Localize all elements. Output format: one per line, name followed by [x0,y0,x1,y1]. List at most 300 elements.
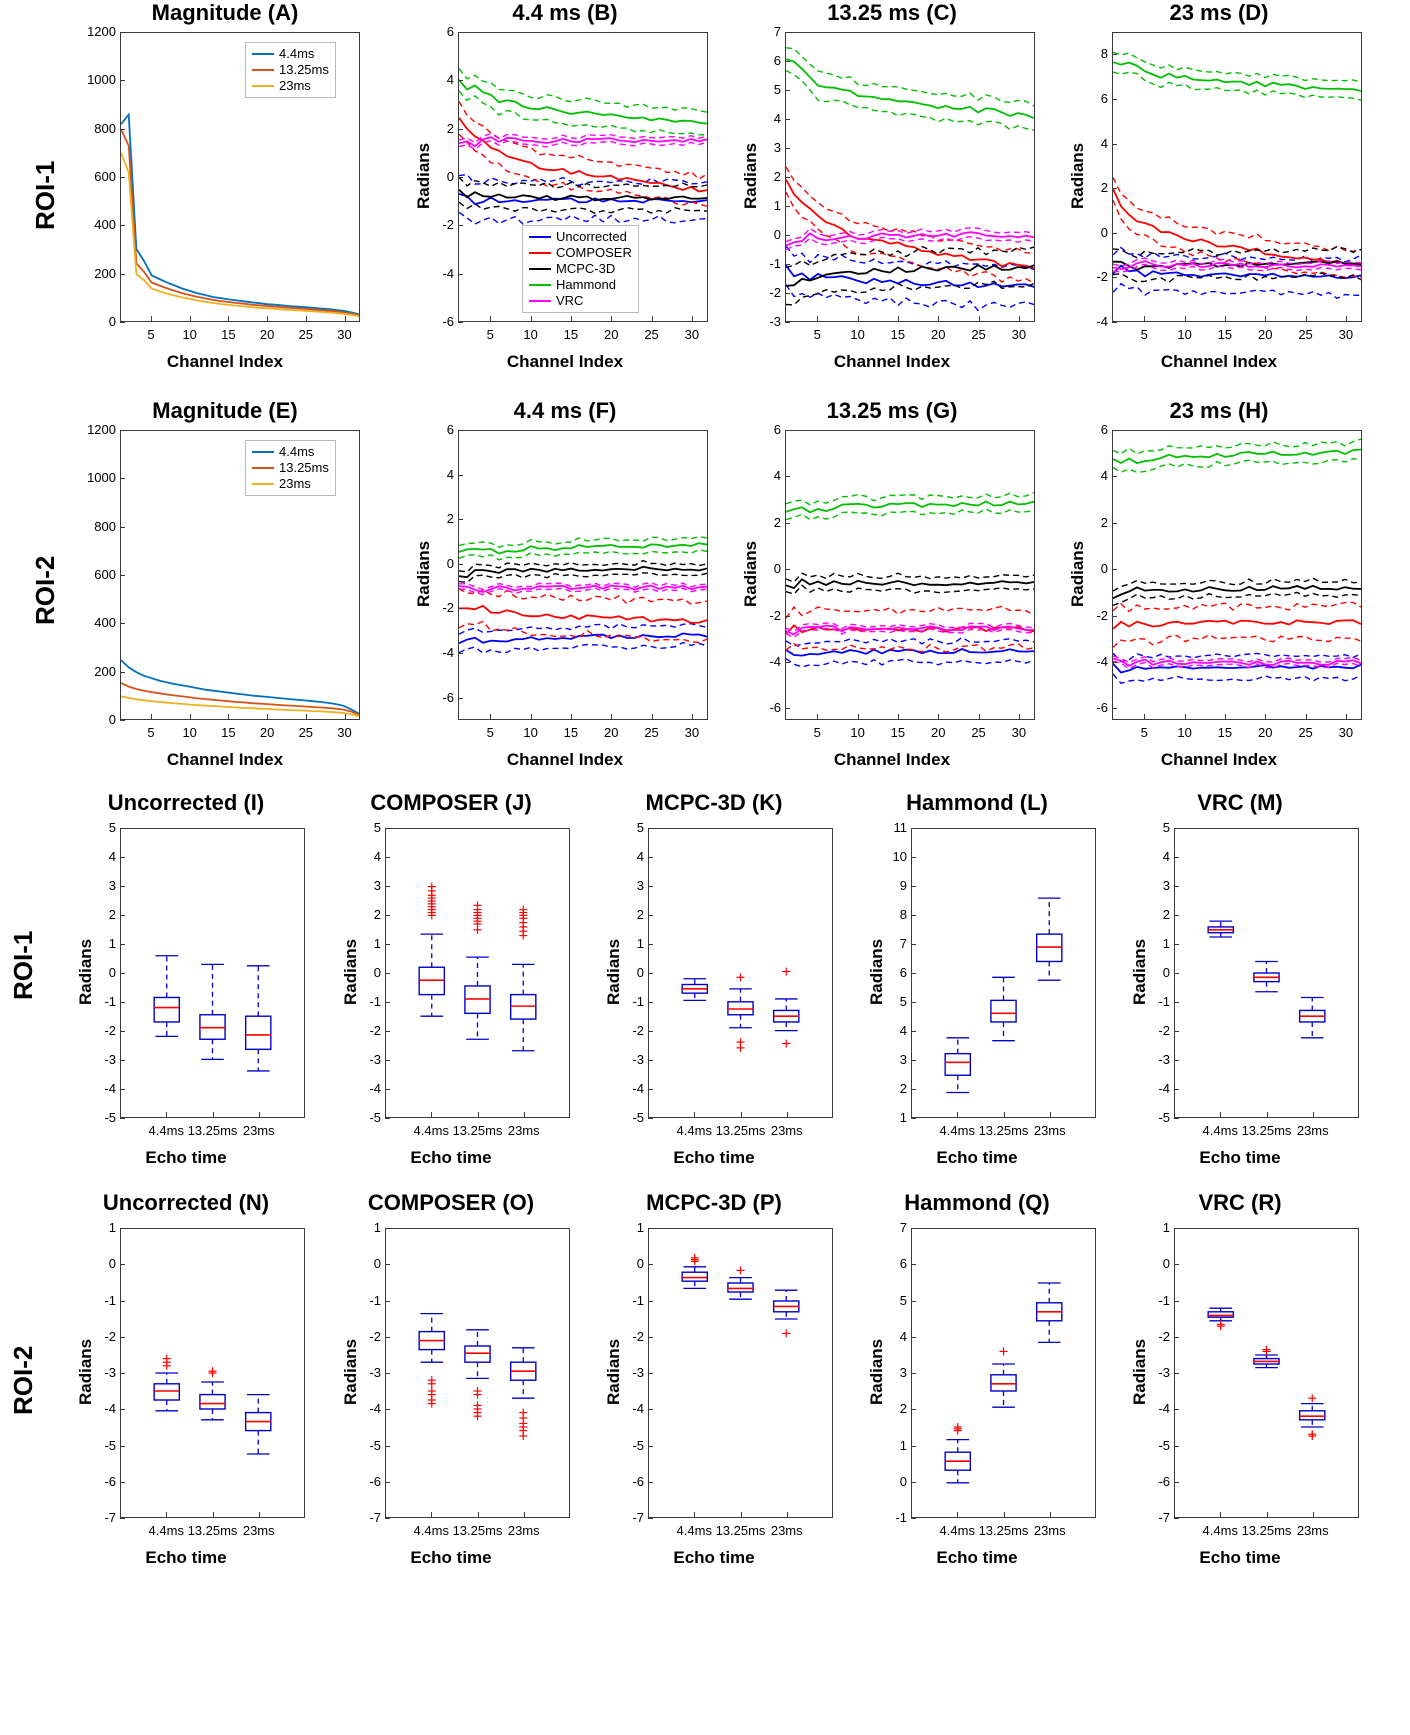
legend-item[interactable] [529,229,632,245]
x-axis-label: Echo time [1199,1548,1281,1567]
legend-methods[interactable] [522,225,639,313]
y-tick-mark [120,274,125,275]
x-tick-mark [692,714,693,719]
x-tick-label: 4.4ms [1202,1123,1238,1138]
box-iqr [682,1272,707,1281]
y-tick-mark [1174,886,1179,887]
legend-item[interactable] [252,46,329,62]
y-axis-label: Radians [741,540,760,607]
y-tick-label: 4 [1100,468,1108,484]
y-tick-label: -6 [442,689,454,705]
x-tick-label: 13.25ms [452,1123,503,1138]
y-tick-mark [1174,1002,1179,1003]
x-tick-label: 13.25ms [715,1123,766,1138]
y-tick-label: -4 [1096,314,1108,329]
x-tick-label: 10 [850,327,865,342]
series-band-line [459,202,707,213]
y-tick-label: 2 [773,514,781,530]
y-tick-label: -2 [442,600,454,616]
panel-title: 13.25 ms (G) [826,398,958,423]
y-tick-mark [911,1518,916,1519]
plot-area [911,1228,1096,1518]
panel-title: Magnitude (E) [152,398,298,423]
y-tick-mark [648,1446,653,1447]
plot-area [785,430,1035,720]
x-tick-label: 20 [259,725,275,740]
x-tick-mark [979,316,980,321]
panel-f [400,398,730,768]
y-tick-label: -4 [369,1081,381,1096]
series-mean-line [459,543,707,553]
x-tick-mark [1004,1512,1005,1517]
x-tick-mark [431,1112,432,1117]
x-tick-mark [1225,714,1226,719]
x-tick-mark [858,316,859,321]
legend-label: VRC [556,293,584,308]
y-tick-mark [120,322,125,323]
legend-item[interactable] [252,460,329,476]
y-tick-mark [1112,430,1117,431]
x-tick-mark [1267,1512,1268,1517]
box-iqr [1208,1312,1233,1317]
y-axis-label: Radians [741,142,760,209]
plot-area [1112,430,1362,720]
y-tick-mark [120,720,125,721]
legend-label: 13.25ms [279,62,329,77]
legend-item[interactable] [252,78,329,94]
y-tick-mark [120,1518,125,1519]
y-tick-mark [911,1264,916,1265]
y-tick-label: -4 [369,1401,381,1417]
y-tick-mark [385,944,390,945]
x-tick-mark [478,1512,479,1517]
legend-color-swatch [529,236,551,238]
x-tick-label: 25 [971,327,986,342]
y-tick-label: -2 [369,1023,381,1038]
y-tick-label: -3 [632,1052,644,1067]
y-tick-mark [785,264,790,265]
y-tick-label: 5 [636,820,644,835]
y-tick-label: 4 [636,849,644,864]
legend-item[interactable] [252,476,329,492]
y-tick-label: -5 [632,1437,644,1453]
y-tick-label: -6 [769,700,781,716]
y-tick-label: 2 [636,907,644,922]
y-tick-mark [120,623,125,624]
y-tick-label: 4 [899,1023,907,1038]
y-tick-label: -1 [1158,1292,1170,1308]
y-tick-mark [911,1060,916,1061]
y-tick-mark [120,1482,125,1483]
x-tick-label: 10 [523,327,538,342]
x-axis-label: Echo time [145,1548,227,1567]
y-tick-mark [120,828,125,829]
y-tick-mark [120,1446,125,1447]
legend-color-swatch [252,451,274,453]
plot-area [648,828,833,1118]
x-tick-label: 10 [182,327,197,342]
x-tick-label: 5 [147,725,155,740]
panel-title: 4.4 ms (F) [513,398,617,423]
panel-title: 23 ms (D) [1169,0,1269,25]
plot-canvas [386,829,569,1117]
panel-b [400,0,730,370]
panel-a [60,0,390,370]
series-band-line [1113,273,1361,282]
x-tick-label: 23ms [242,1123,275,1138]
panel-title: 23 ms (H) [1169,398,1269,423]
x-tick-label: 13.25ms [187,1123,238,1138]
y-tick-label: 1 [636,1220,644,1235]
y-tick-label: -2 [369,1328,381,1344]
x-tick-label: 23ms [1296,1523,1329,1538]
x-tick-mark [345,714,346,719]
y-tick-mark [785,616,790,617]
x-tick-mark [1050,1112,1051,1117]
x-tick-label: 25 [644,725,659,740]
x-tick-mark [692,316,693,321]
y-tick-label: -5 [369,1110,381,1125]
x-axis-label: Echo time [936,1148,1018,1167]
y-tick-mark [785,662,790,663]
y-tick-mark [1112,523,1117,524]
legend-item[interactable] [529,261,632,277]
panel-q [846,1190,1108,1570]
panel-d [1054,0,1384,370]
x-tick-mark [1313,1512,1314,1517]
y-tick-mark [120,1228,125,1229]
y-tick-mark [120,1373,125,1374]
x-tick-label: 5 [813,327,821,342]
x-tick-mark [694,1512,695,1517]
y-tick-mark [785,235,790,236]
x-tick-mark [694,1112,695,1117]
legend-color-swatch [252,483,274,485]
series-band-line [786,585,1034,594]
y-tick-mark [1174,915,1179,916]
plot-area [648,1228,833,1518]
y-tick-mark [648,1002,653,1003]
box-iqr [728,1283,753,1292]
legend-label: 13.25ms [279,460,329,475]
plot-canvas [649,1229,832,1517]
y-tick-mark [785,476,790,477]
x-tick-mark [858,714,859,719]
x-tick-label: 25 [298,327,314,342]
x-tick-label: 5 [147,327,155,342]
y-tick-label: 1 [373,936,381,951]
legend-color-swatch [529,252,551,254]
y-tick-mark [785,206,790,207]
y-tick-mark [385,1518,390,1519]
y-tick-label: 7 [773,24,781,39]
y-tick-label: 0 [446,169,454,184]
x-tick-mark [259,1112,260,1117]
y-tick-label: 5 [1162,820,1170,835]
y-axis-label: Radians [341,938,360,1005]
y-tick-label: 3 [773,140,781,155]
plot-canvas [912,1229,1095,1517]
x-tick-mark [1225,316,1226,321]
y-tick-mark [385,915,390,916]
box-iqr [1300,1411,1325,1420]
x-tick-label: 23ms [770,1123,803,1138]
y-tick-mark [458,80,463,81]
legend-item[interactable] [529,293,632,309]
x-tick-label: 10 [523,725,538,740]
y-axis-label: Radians [604,1338,623,1405]
plot-canvas [1113,33,1361,321]
series-mean-line [121,696,359,716]
y-tick-label: 8 [899,907,907,922]
y-tick-mark [648,1089,653,1090]
series-mean-line [786,579,1034,588]
x-axis-label: Channel Index [166,750,284,769]
y-tick-label: -5 [369,1437,381,1453]
panel-title: Uncorrected (N) [102,1190,270,1215]
y-tick-mark [648,1482,653,1483]
x-tick-label: 23ms [507,1123,540,1138]
y-tick-mark [1112,662,1117,663]
x-tick-label: 13.25ms [187,1523,238,1538]
y-tick-label: 7 [899,936,907,951]
y-tick-mark [648,1337,653,1338]
x-tick-label: 10 [850,725,865,740]
x-tick-mark [938,316,939,321]
series-band-line [1113,178,1361,252]
x-tick-mark [979,714,980,719]
y-tick-label: 600 [94,169,116,184]
x-tick-label: 5 [1140,327,1148,342]
x-tick-label: 20 [259,327,275,342]
legend-label: Hammond [556,277,616,292]
y-tick-label: 1 [373,1220,381,1235]
x-tick-mark [1019,714,1020,719]
y-tick-mark [1174,1409,1179,1410]
y-tick-mark [648,1031,653,1032]
y-tick-mark [458,608,463,609]
x-tick-label: 20 [930,327,946,342]
x-tick-label: 13.25ms [978,1523,1029,1538]
y-tick-mark [911,1089,916,1090]
panel-title: VRC (R) [1198,1190,1282,1215]
y-axis-label: Radians [1068,540,1087,607]
y-tick-label: -1 [632,994,644,1009]
x-tick-label: 4.4ms [676,1123,712,1138]
legend-item[interactable] [252,444,329,460]
series-mean-line [459,606,707,623]
x-tick-mark [213,1112,214,1117]
y-tick-mark [120,1060,125,1061]
x-tick-mark [431,1512,432,1517]
y-tick-mark [911,886,916,887]
panel-title: VRC (M) [1197,790,1283,815]
x-tick-label: 23ms [1033,1523,1066,1538]
y-tick-mark [458,653,463,654]
legend-echo-times[interactable] [245,42,336,98]
plot-area [785,32,1035,322]
x-tick-mark [652,714,653,719]
y-tick-label: -5 [1158,1110,1170,1125]
y-tick-label: 2 [773,169,781,184]
panel-title: MCPC-3D (K) [645,790,783,815]
y-tick-label: -4 [1158,1401,1170,1417]
panel-r [1109,1190,1371,1570]
y-tick-mark [120,129,125,130]
y-tick-label: -1 [769,256,781,271]
y-tick-label: -7 [369,1510,381,1525]
y-tick-mark [385,1118,390,1119]
y-tick-label: 2 [899,1401,907,1417]
x-axis-label: Echo time [673,1148,755,1167]
y-tick-label: 4 [373,849,381,864]
panel-g [727,398,1057,768]
y-tick-mark [1174,1031,1179,1032]
series-band-line [786,606,1034,618]
y-tick-mark [120,575,125,576]
y-tick-mark [458,430,463,431]
y-tick-mark [911,1301,916,1302]
y-tick-mark [1174,1118,1179,1119]
y-tick-mark [385,828,390,829]
legend-color-swatch [529,268,551,270]
y-tick-mark [458,177,463,178]
y-tick-mark [785,61,790,62]
series-band-line [1113,592,1361,605]
y-tick-label: -6 [1096,700,1108,716]
legend-echo-times[interactable] [245,440,336,496]
x-tick-mark [228,714,229,719]
y-tick-mark [1174,944,1179,945]
plot-canvas [649,829,832,1117]
x-tick-label: 20 [603,327,619,342]
x-tick-mark [213,1512,214,1517]
y-tick-mark [120,1301,125,1302]
y-tick-mark [911,1031,916,1032]
y-tick-label: 10 [892,849,907,864]
y-tick-mark [120,478,125,479]
x-tick-mark [571,714,572,719]
y-tick-mark [385,1301,390,1302]
x-tick-label: 25 [1298,327,1313,342]
series-band-line [1113,52,1361,82]
x-tick-label: 15 [221,327,236,342]
series-band-line [786,48,1034,106]
y-tick-mark [785,523,790,524]
y-tick-label: 0 [636,1256,644,1272]
x-tick-label: 30 [1011,327,1027,342]
x-tick-label: 20 [930,725,946,740]
y-tick-label: -4 [104,1401,116,1417]
y-tick-mark [385,1002,390,1003]
y-tick-label: -7 [1158,1510,1170,1525]
y-tick-mark [911,1118,916,1119]
y-tick-mark [120,1002,125,1003]
box-iqr [154,1384,179,1400]
legend-item[interactable] [529,277,632,293]
y-tick-mark [1112,708,1117,709]
series-mean-line [459,586,707,593]
x-axis-label: Echo time [936,1548,1018,1567]
y-tick-mark [385,1060,390,1061]
x-tick-label: 13.25ms [715,1523,766,1538]
y-tick-label: -4 [442,265,454,281]
y-tick-label: 4 [446,466,454,482]
plot-area [120,828,305,1118]
y-tick-label: 1 [899,1110,907,1125]
x-tick-mark [267,316,268,321]
y-tick-label: 3 [1162,878,1170,893]
x-tick-label: 30 [684,725,700,740]
x-tick-label: 30 [337,725,352,740]
y-tick-label: 6 [446,24,454,39]
y-tick-label: 800 [94,518,116,534]
x-tick-label: 10 [1177,327,1192,342]
x-tick-mark [228,316,229,321]
y-tick-mark [785,32,790,33]
y-tick-label: 1 [636,936,644,951]
x-axis-label: Channel Index [1160,352,1278,371]
y-tick-mark [1174,1060,1179,1061]
y-tick-mark [120,672,125,673]
y-tick-mark [785,90,790,91]
row-label-roi2-top: ROI-2 [30,555,60,625]
x-tick-mark [1313,1112,1314,1117]
plot-area [1174,828,1359,1118]
plot-canvas [386,1229,569,1517]
panel-p [583,1190,845,1570]
y-tick-mark [1112,322,1117,323]
y-tick-mark [911,1373,916,1374]
x-tick-label: 30 [337,327,352,342]
y-tick-mark [1112,277,1117,278]
y-tick-label: 7 [899,1220,907,1235]
y-tick-label: 5 [899,994,907,1009]
x-tick-label: 4.4ms [939,1123,975,1138]
legend-item[interactable] [529,245,632,261]
series-band-line [459,643,707,654]
y-tick-label: -5 [632,1110,644,1125]
y-tick-label: -1 [895,1510,907,1525]
y-tick-label: 3 [899,1365,907,1380]
y-tick-label: 2 [1100,180,1108,196]
y-tick-label: -4 [1096,654,1108,669]
x-tick-mark [938,714,939,719]
y-tick-label: 1 [773,198,781,213]
x-tick-mark [151,714,152,719]
y-tick-mark [648,1118,653,1119]
y-axis-label: Radians [414,142,433,209]
x-axis-label: Channel Index [1160,750,1278,769]
y-tick-label: 5 [899,1292,907,1308]
x-tick-mark [1004,1112,1005,1117]
x-tick-mark [1144,316,1145,321]
x-tick-mark [531,714,532,719]
y-tick-mark [648,828,653,829]
y-tick-label: 0 [108,712,116,727]
y-tick-mark [1174,857,1179,858]
y-tick-label: -3 [632,1365,644,1380]
y-tick-mark [120,1337,125,1338]
legend-item[interactable] [252,62,329,78]
x-tick-mark [817,714,818,719]
y-tick-mark [1174,1089,1179,1090]
panel-title: COMPOSER (O) [367,1190,535,1215]
series-band-line [1113,602,1361,611]
x-axis-label: Echo time [410,1148,492,1167]
y-tick-label: -2 [632,1328,644,1344]
y-tick-label: -3 [369,1052,381,1067]
